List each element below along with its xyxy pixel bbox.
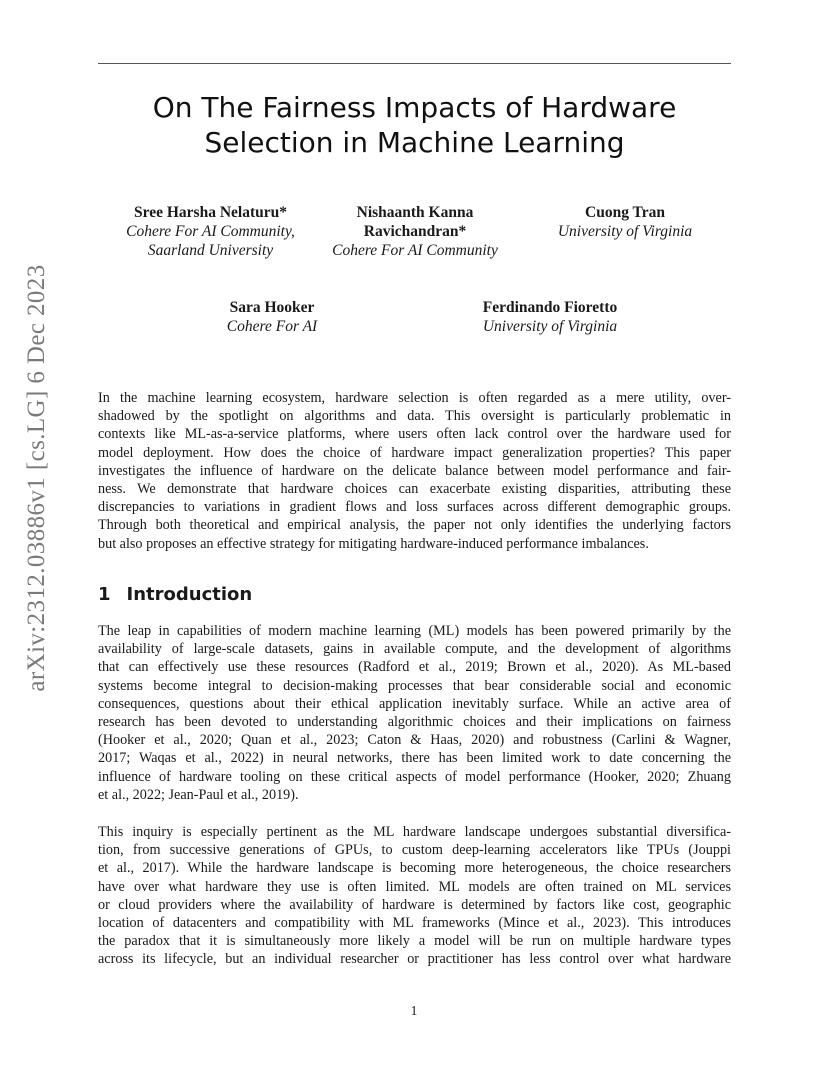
author-name: Ravichandran*: [363, 223, 467, 240]
author-name: Cuong Tran: [585, 204, 665, 221]
arxiv-identifier-stamp: arXiv:2312.03886v1 [cs.LG] 6 Dec 2023: [23, 264, 50, 692]
top-rule: [98, 63, 731, 64]
author-name: Sara Hooker: [229, 299, 315, 316]
paragraph-line: research has been devoted to understanding algorithmic choices and their implications on fairness: [98, 714, 731, 731]
abstract-line: In the machine learning ecosystem, hardware selection is often regarded as a mere utility, over-: [98, 390, 731, 406]
abstract-line: shadowed by the spotlight on algorithms and data. This oversight is particularly problematic in: [98, 408, 731, 425]
abstract-line: Through both theoretical and empirical analysis, the paper not only identifies the underlying factors: [98, 517, 731, 534]
author-name: Ferdinando Fioretto: [482, 299, 618, 316]
author-name: Sree Harsha Nelaturu*: [134, 204, 287, 221]
paragraph-line: location of datacenters and compatibility with ML frameworks (Mince et al., 2023). This introduces: [98, 915, 731, 932]
intro-paragraph-2: [98, 823, 731, 969]
paragraph-line: consequences, questions about their ethical application inevitably surface. While an active area of: [98, 695, 731, 712]
abstract-line: model deployment. How does the choice of hardware impact generalization properties? This paper: [98, 444, 731, 461]
abstract-line: investigates the influence of hardware on the delicate balance between model performance and fair-: [98, 462, 731, 479]
paragraph-line: This inquiry is especially pertinent as the ML hardware landscape undergoes substantial diversifica-: [98, 824, 731, 840]
author-affiliation: University of Virginia: [482, 318, 618, 335]
abstract: [98, 389, 731, 553]
paragraph-line: et al., 2022; Jean-Paul et al., 2019).: [98, 786, 299, 803]
author-affiliation: University of Virginia: [557, 223, 693, 240]
paragraph-line: systems become integral to decision-making processes that bear considerable social and economic: [98, 677, 731, 694]
abstract-line: contexts like ML-as-a-service platforms, where users often lack control over the hardware used for: [98, 426, 731, 443]
paragraph-line: 2017; Waqas et al., 2022) in neural networks, there has been limited work to date concerning the: [98, 750, 731, 767]
paragraph-line: tion, from successive generations of GPUs, to custom deep-learning accelerators like TPUs (Jouppi: [98, 842, 731, 859]
paragraph-line: across its lifecycle, but an individual researcher or practitioner has less control over what hardware: [98, 951, 731, 968]
paragraph-line: The leap in capabilities of modern machine learning (ML) models has been powered primarily by the: [98, 623, 731, 639]
author-nelaturu: [98, 203, 323, 260]
author-hooker: [182, 298, 362, 336]
author-affiliation: Cohere For AI: [226, 318, 318, 335]
paper-title: [98, 90, 731, 160]
author-name: Nishaanth Kanna: [356, 204, 474, 221]
abstract-line: discrepancies to variations in gradient flows and loss surfaces across different demographic groups.: [98, 499, 731, 516]
section-heading-introduction: [98, 584, 252, 605]
paragraph-line: have over what hardware they use is often limited. ML models are often trained on ML services: [98, 878, 731, 895]
paragraph-line: that can effectively use these resources (Radford et al., 2019; Brown et al., 2020). As ML-based: [98, 659, 731, 676]
paragraph-line: influence of hardware tooling on these critical aspects of model performance (Hooker, 2020; Zhuang: [98, 768, 731, 785]
page-number: 1: [410, 1003, 418, 1018]
paragraph-line: the paradox that it is simultaneously more likely a model will be run on multiple hardware types: [98, 933, 731, 950]
paragraph-line: (Hooker et al., 2020; Quan et al., 2023; Caton & Haas, 2020) and robustness (Carlini & Wagner,: [98, 732, 731, 749]
author-tran: [525, 203, 725, 241]
section-title: Introduction: [126, 584, 253, 605]
author-affiliation: Saarland University: [147, 242, 274, 259]
abstract-line: but also proposes an effective strategy for mitigating hardware-induced performance imbalances.: [98, 535, 649, 552]
section-number: 1: [98, 584, 111, 605]
intro-paragraph-1: [98, 622, 731, 804]
paragraph-line: availability of large-scale datasets, gains in available compute, and the development of algorithms: [98, 641, 731, 658]
author-fioretto: [450, 298, 650, 336]
author-affiliation: Cohere For AI Community: [332, 242, 498, 259]
paragraph-line: et al., 2017). While the hardware landscape is becoming more heterogeneous, the choice researchers: [98, 860, 731, 877]
title-line: On The Fairness Impacts of Hardware: [152, 91, 677, 124]
author-ravichandran: [310, 203, 520, 260]
paragraph-line: or cloud providers where the availability of hardware is determined by factors like cost, geographic: [98, 896, 731, 913]
title-line: Selection in Machine Learning: [204, 126, 625, 159]
abstract-line: ness. We demonstrate that hardware choices can exacerbate existing disparities, attributing these: [98, 481, 731, 498]
author-affiliation: Cohere For AI Community,: [126, 223, 295, 240]
